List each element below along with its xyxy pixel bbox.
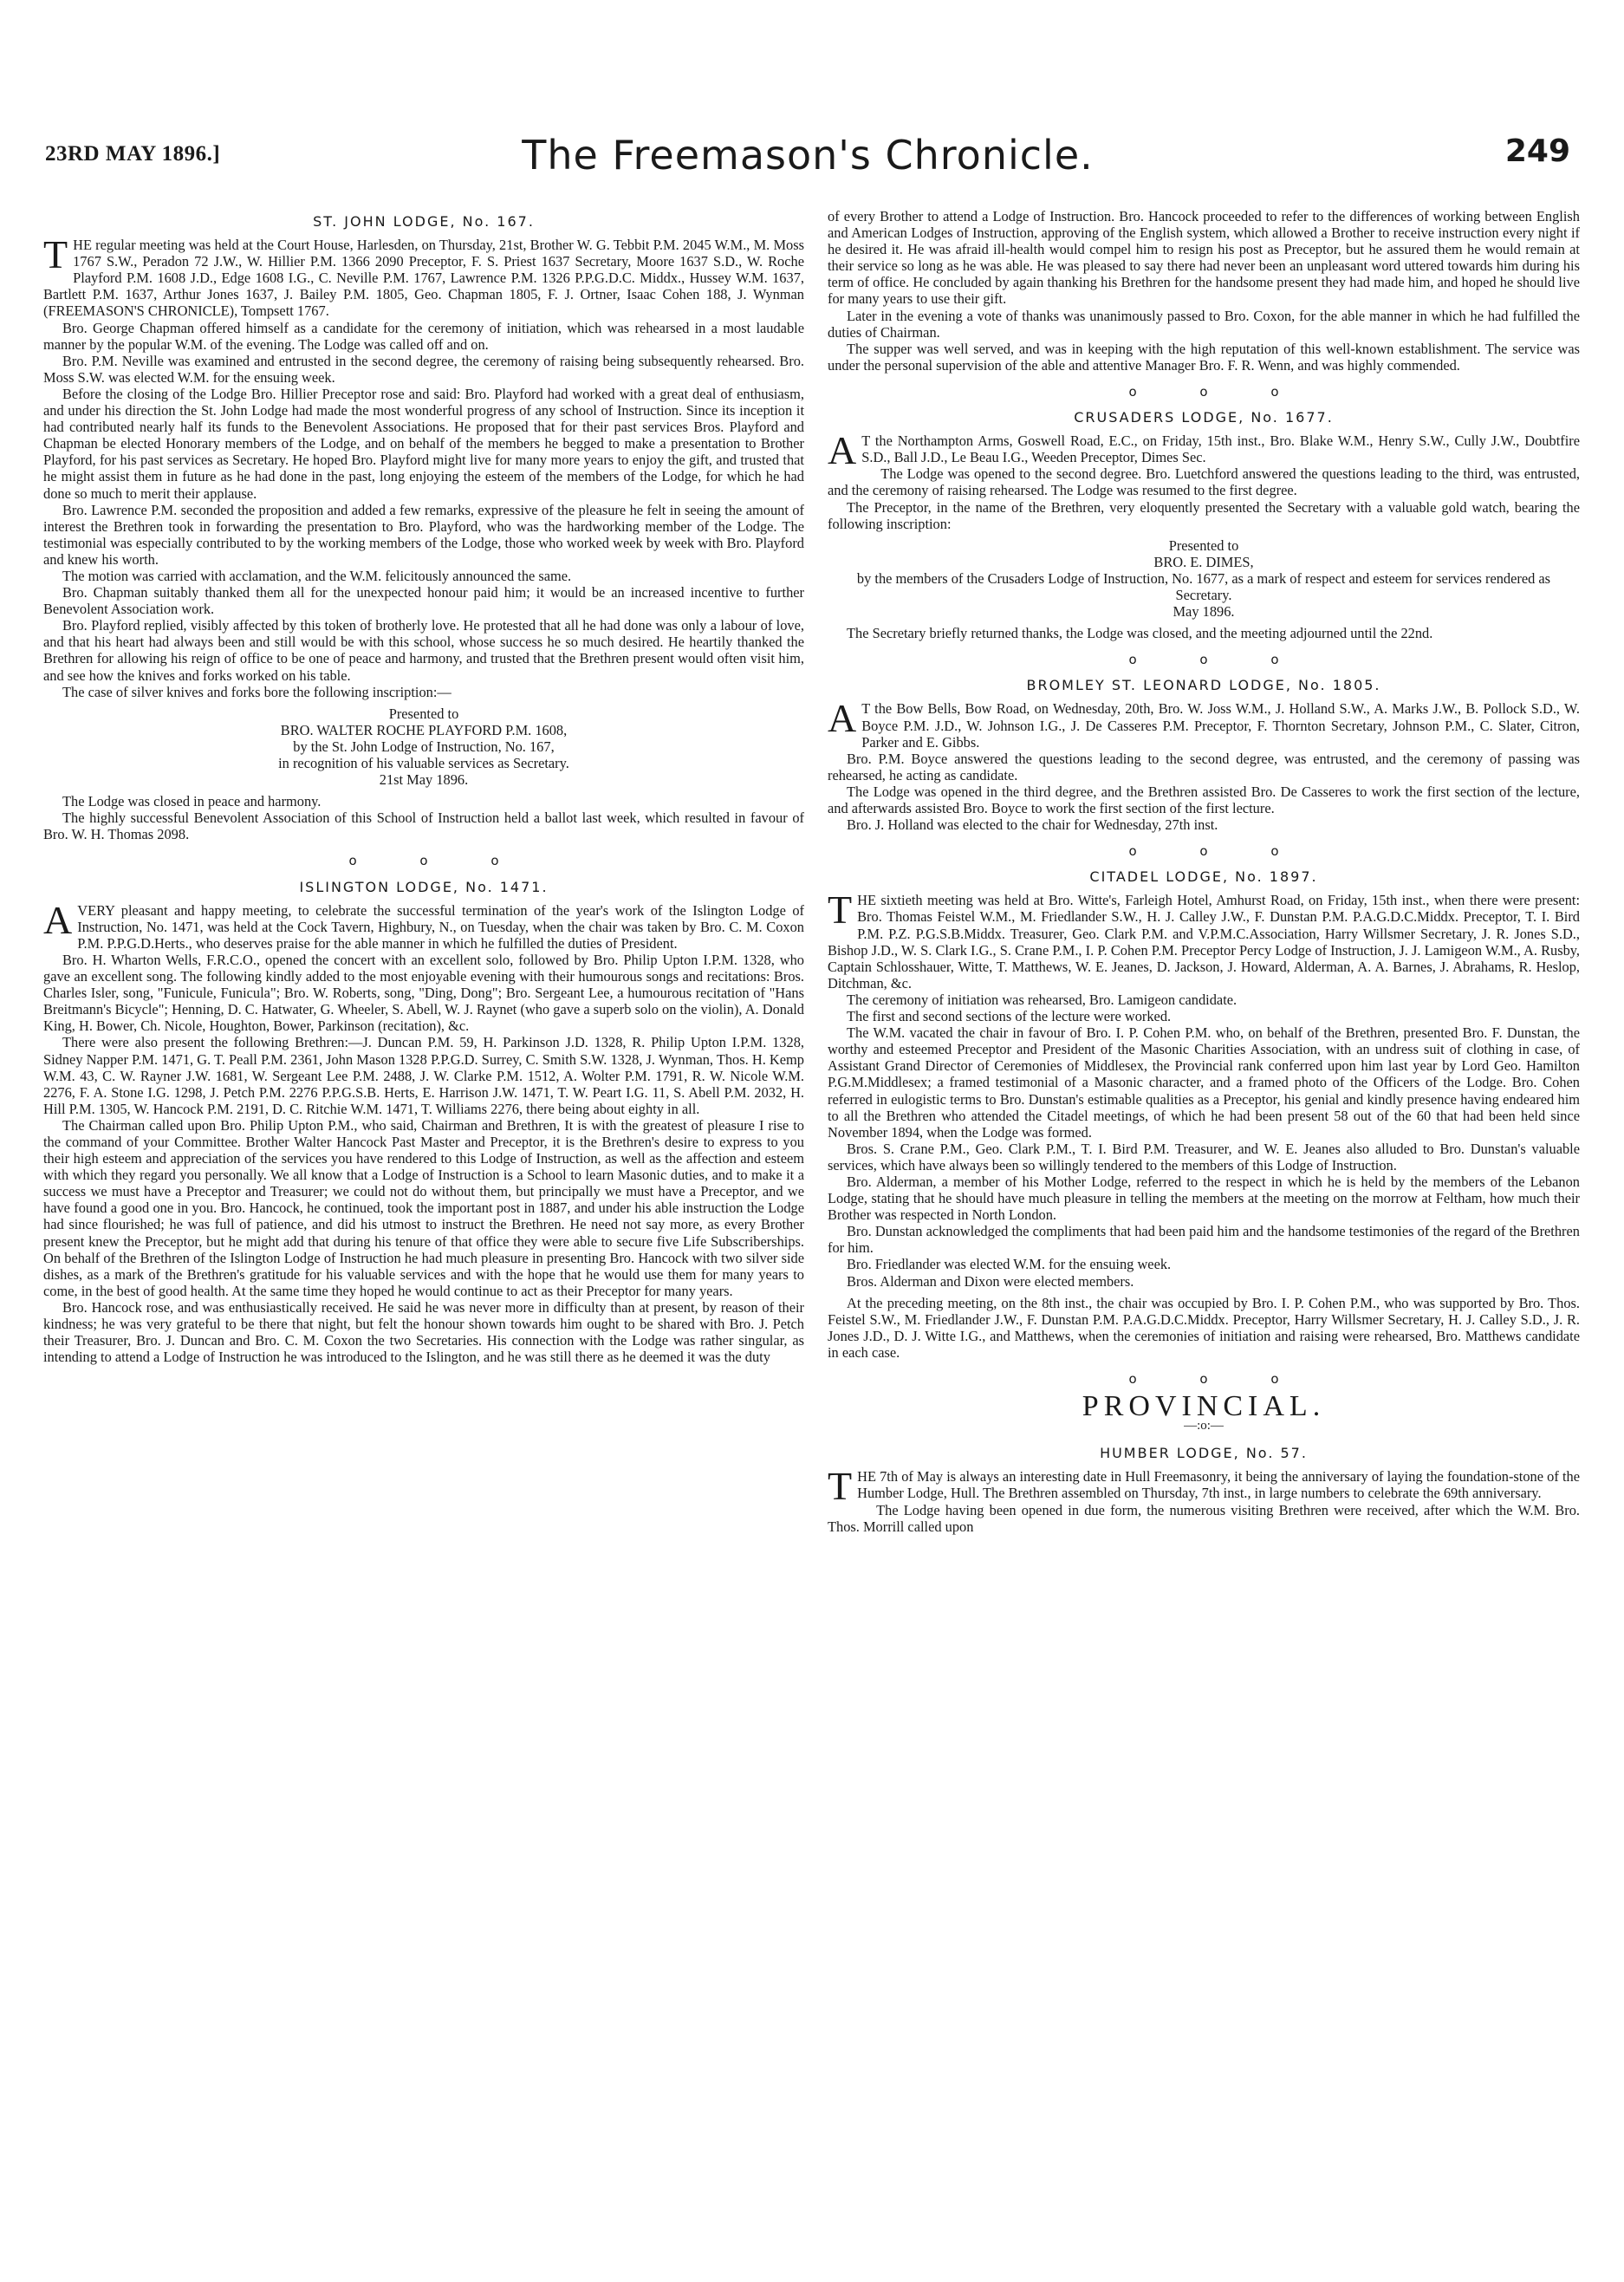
article-paragraph: The Lodge having been opened in due form, the numerous visiting Brethren were received, after which the W.M. Bro. Thos. Morrill called upon — [828, 1501, 1580, 1535]
inscription-line: by the members of the Crusaders Lodge of Instruction, No. 1677, as a mark of respect and esteem for services rendered as Secretary. — [856, 569, 1551, 603]
article-paragraph: AVERY pleasant and happy meeting, to celebrate the successful termination of the year's work of the Islington Lodge of Instruction, No. 1471, was held at the Cock Tavern, Highbury, N., on Tuesday, when the chair was taken by Bro. C. M. Coxon P.M. P.P.G.D.Herts., who deserves praise for the able manner in which he fulfilled the duties of President. — [43, 897, 804, 952]
drop-cap: A — [43, 897, 73, 942]
article-paragraph: Bro. Playford replied, visibly affected by this token of brotherly love. He protested that all he had done was only a labour of love, and that his heart had always been and still would be with this school, whose success he so much desired. He heartily thanked the Brethren for allowing his reign of office to be one of peace and harmony, and trusted that the Brethren present would often visit him, and see how the knives and forks worked on his table. — [43, 617, 804, 684]
article-paragraph: Bros. S. Crane P.M., Geo. Clark P.M., T. I. Bird P.M. Treasurer, and W. E. Jeanes also alluded to Bro. Dunstan's valuable services, which have always been so willingly tendered to the members of this Lodge of Instruction. — [828, 1140, 1580, 1174]
article-paragraph: The first and second sections of the lecture were worked. — [847, 1008, 1172, 1025]
article-paragraph: THE sixtieth meeting was held at Bro. Witte's, Farleigh Hotel, Amhurst Road, on Friday, 15th inst., when there were present: Bro. Thomas Feistel W.M., M. Friedlander S.W., H. J. Calley J.W., F. Dunstan P.M. P.A.G.D.C.Middx. Preceptor, T. I. Bird P.M. P.Z. P.G.S.B.Middx. Treasurer, Geo. Clark P.M. and V.P.M.C.Association, Harry Willsmer Secretary, J. R. Jones S.D., Bishop J.D., W. S. Clark I.G., S. Crane P.M., I. P. Cohen P.M. Preceptor Percy Lodge of Instruction, J. J. Lamigeon W.M., A. Rusby, Captain Schlosshauer, Witte, T. Matthews, W. E. Jeanes, D. Jackson, J. Howard, Alderman, A. A. Barnes, J. Abrahams, R. Heslop, Ditchman, &c. — [828, 887, 1580, 991]
masthead-title: The Freemason's Chronicle. — [522, 132, 1094, 179]
article-paragraph: A T the Northampton Arms, Goswell Road, E.C., on Friday, 15th inst., Bro. Blake W.M., Henry S.W., Cully J.W., Doubtfire S.D., Ball J.D., Le Beau I.G., Weeden Preceptor, Dimes Sec. — [828, 428, 1580, 473]
inscription-line: BRO. E. DIMES, — [1153, 553, 1254, 570]
article-paragraph: The Lodge was opened to the second degree. Bro. Luetchford answered the questions leading to the third, was entrusted, and the ceremony of raising rehearsed. The Lodge was resumed to the first degree. — [828, 465, 1580, 499]
article-paragraph: Bros. Alderman and Dixon were elected members. — [847, 1272, 1134, 1290]
issue-date: 23RD MAY 1896.] — [45, 142, 221, 166]
inscription-line: 21st May 1896. — [379, 771, 469, 789]
article-paragraph: The Lodge was closed in peace and harmony. — [62, 793, 322, 810]
article-paragraph: At the preceding meeting, on the 8th inst., the chair was occupied by Bro. I. P. Cohen P.M., who was supported by Bro. Thos. Feistel S.W., M. Friedlander J.W., F. Dunstan P.M. P.A.G.D.C.Middx. Preceptor, Harry Willsmer Secretary, H. J. Calley S.D., J. R. Jones J.D., D. J. Witte I.G., and Matthews, when the ceremonies of initiation and raising were rehearsed, Bro. Matthews candidate in each case. — [828, 1294, 1580, 1361]
section-separator: o o o — [1128, 383, 1309, 400]
article-paragraph: Bro. P.M. Neville was examined and entrusted in the second degree, the ceremony of raising being subsequently rehearsed. Bro. Moss S.W. was elected W.M. for the ensuing week. — [43, 352, 804, 386]
article-paragraph: Later in the evening a vote of thanks was unanimously passed to Bro. Coxon, for the able manner in which he had fulfilled the duties of Chairman. — [828, 307, 1580, 341]
section-separator: o o o — [1128, 1371, 1309, 1387]
article-paragraph: Bro. H. Wharton Wells, F.R.C.O., opened the concert with an excellent solo, followed by Bro. Philip Upton I.P.M. 1328, who gave an excellent song. The following kindly added to the most enjoyable evening with their humourous songs and recitations: Bros. Charles Isler, song, "Funicule, Funicula"; Bro. W. Roberts, song, "Ding, Dong"; Bro. Sergeant Lee, a humourous recitation of "Hans Breitmann's Bicycle"; Henning, D. C. Hatwater, G. Wheeler, S. Abell, W. J. Raynet (who gave a superb solo on the violin), A. Donald King, H. Bower, Ch. Nicole, Houghton, Bower, Parkinson (recitation), &c. — [43, 951, 804, 1035]
drop-cap: T — [828, 887, 853, 933]
article-crusaders-lodge — [828, 409, 1580, 641]
drop-cap: A — [828, 696, 857, 741]
article-islington-continued — [828, 208, 1580, 374]
article-heading: ST. JOHN LODGE, No. 167. — [313, 213, 535, 230]
article-paragraph: The W.M. vacated the chair in favour of Bro. I. P. Cohen P.M. who, on behalf of the Brethren, presented Bro. F. Dunstan, the worthy and esteemed Preceptor and President of the Masonic Charities Association, with an undress suit of clothing in case, of Assistant Grand Director of Ceremonies of Middlesex, the Provincial rank conferred upon him last year by Lord Geo. Hamilton P.G.M.Middlesex; a framed testimonial of a Masonic character, and a framed photo of the Officers of the Lodge. Bro. Cohen referred in eulogistic terms to Bro. Dunstan's estimable qualities as a Preceptor, his genial and kindly presence having endeared him to all the Brethren who attended the Citadel meetings, of which he had been present 58 out of the 60 that had been held since November 1894, when the Lodge was formed. — [828, 1024, 1580, 1141]
article-paragraph: Bro. Hancock rose, and was enthusiastically received. He said he was never more in difficulty than at present, by reason of their kindness; he was very grateful to be there that night, but felt the honour shown towards him ought to be shared with Bro. J. Petch their Treasurer, Bro. J. Duncan and Bro. C. M. Coxon the two Secretaries. His connection with the Lodge was rather singular, as intending to attend a Lodge of Instruction he was introduced to the Islington, and he was still there as he deemed it was the duty — [43, 1298, 804, 1366]
article-paragraph: Bro. Alderman, a member of his Mother Lodge, referred to the respect in which he is held by the members of the Lebanon Lodge, stating that he should have much pleasure in telling the members at the meeting on the morrow at Feltham, how much their Brother was respected in North London. — [828, 1173, 1580, 1224]
article-citadel-lodge — [828, 868, 1580, 1361]
article-paragraph: Bro. George Chapman offered himself as a candidate for the ceremony of initiation, which was rehearsed in a most laudable manner by the popular W.M. of the evening. The Lodge was called off and on. — [43, 319, 804, 353]
drop-cap: T — [43, 232, 68, 277]
article-heading: BROMLEY ST. LEONARD LODGE, No. 1805. — [1026, 677, 1381, 694]
inscription-line: BRO. WALTER ROCHE PLAYFORD P.M. 1608, — [280, 721, 568, 738]
article-paragraph: The motion was carried with acclamation, and the W.M. felicitously announced the same. — [62, 567, 572, 584]
article-paragraph: Before the closing of the Lodge Bro. Hillier Preceptor rose and said: Bro. Playford had worked with a great deal of enthusiasm, and under his direction the St. John Lodge had made the most wonderful progress of any school of Instruction. Since its inception it had contributed nearly half its funds to the Benevolent Associations. He proposed that for their past services Bros. Playford and Chapman be elected Honorary members of the Lodge, and on behalf of the members he begged to make a presentation to Brother Playford, for his past services as Secretary. He hoped Bro. Playford might live for many more years to enjoy the gift, and trusted that he might assist them in future as he had done in the past, long enjoying the esteem of the members of the Lodge, for which he had done so much to merit their applause. — [43, 385, 804, 502]
article-paragraph: The highly successful Benevolent Association of this School of Instruction held a ballot last week, which resulted in favour of Bro. W. H. Thomas 2098. — [43, 809, 804, 843]
section-separator: o o o — [348, 853, 529, 869]
article-paragraph: Bro. Dunstan acknowledged the compliments that had been paid him and the handsome testimonies of the regard of the Brethren for him. — [828, 1223, 1580, 1257]
page-header — [45, 130, 1570, 185]
article-paragraph: The Preceptor, in the name of the Brethren, very eloquently presented the Secretary with a valuable gold watch, bearing the following inscription: — [828, 498, 1580, 532]
article-paragraph: The ceremony of initiation was rehearsed, Bro. Lamigeon candidate. — [847, 991, 1237, 1008]
section-title-provincial: PROVINCIAL. — [1082, 1390, 1326, 1423]
article-heading: CITADEL LODGE, No. 1897. — [1089, 868, 1318, 886]
article-bromley-st-leonard-lodge — [828, 677, 1580, 833]
article-paragraph: Bro. Lawrence P.M. seconded the proposition and added a few remarks, expressive of the pleasure he felt in seeing the amount of interest the Brethren took in forwarding the presentation to Bro. Playford, who was the hardworking member of the Lodge. The testimonial was especially contributed to by the working members of the Lodge, those who worked week by week with Bro. Playford and knew his worth. — [43, 501, 804, 568]
article-humber-lodge — [828, 1445, 1580, 1534]
article-paragraph: of every Brother to attend a Lodge of Instruction. Bro. Hancock proceeded to refer to the differences of working between English and American Lodges of Instruction, approving of the English system, which allowed a Brother to receive instruction every night if he desired it. He was afraid ill-health would compel him to resign his post as Preceptor, but he assured them he would remain at their service so long as he was able. He was pleased to say there had never been an unpleasant word uttered towards him during his term of office. He concluded by again thanking his Brethren for the handsome present they had made him, and hoped he should live for many years to use their gift. — [828, 208, 1580, 308]
article-paragraph: The Secretary briefly returned thanks, the Lodge was closed, and the meeting adjourned until the 22nd. — [847, 625, 1433, 642]
article-paragraph: Bro. Friedlander was elected W.M. for the ensuing week. — [847, 1256, 1172, 1273]
article-paragraph: The case of silver knives and forks bore the following inscription:— — [62, 683, 451, 700]
article-paragraph: Bro. Chapman suitably thanked them all for the unexpected honour paid him; it would be an increased incentive to further Benevolent Association work. — [43, 584, 804, 618]
article-st-john-lodge — [43, 213, 804, 842]
article-paragraph: The Lodge was opened in the third degree, and the Brethren assisted Bro. De Casseres to work the first section of the lecture, and afterwards assisted Bro. Boyce to work the first section of the first lecture. — [828, 783, 1580, 816]
drop-cap: A — [828, 428, 857, 473]
article-paragraph: Bro. P.M. Boyce answered the questions leading to the second degree, was entrusted, and the ceremony of passing was rehearsed, he acting as candidate. — [828, 750, 1580, 783]
article-heading: CRUSADERS LODGE, No. 1677. — [1074, 409, 1334, 426]
article-paragraph: Bro. J. Holland was elected to the chair for Wednesday, 27th inst. — [847, 816, 1218, 834]
inscription-line: in recognition of his valuable services as Secretary. — [278, 755, 569, 771]
drop-cap: T — [828, 1464, 853, 1509]
article-paragraph: There were also present the following Brethren:—J. Duncan P.M. 59, H. Parkinson J.D. 1328, R. Philip Upton I.P.M. 1328, Sidney Napper P.M. 1471, G. T. Peall P.M. 2361, John Mason 1328 P.P.G.D. Surrey, C. Smith S.W. 1328, J. Wynman, Thos. H. Kemp W.M. 43, C. W. Rayner J.W. 1681, W. Sergeant Lee P.M. 2488, J. W. Clarke P.M. 1512, A. Wolter P.M. 1791, R. W. Nicole W.M. 2276, F. A. Stone I.G. 1298, J. Petch P.M. 2276 P.P.G.S.B. Herts, E. Harrison J.W. 1471, T. W. Peart I.G. 11, S. Abell P.M. 2032, H. Hill P.M. 1305, W. Hancock P.M. 2191, D. C. Ritchie W.M. 1471, T. Williams 2276, there being about eighty in all. — [43, 1034, 804, 1117]
article-paragraph: THE 7th of May is always an interesting date in Hull Freemasonry, it being the anniversary of laying the foundation-stone of the Humber Lodge, Hull. The Brethren assembled on Thursday, 7th inst., in large numbers to celebrate the 69th anniversary. — [828, 1464, 1580, 1509]
article-paragraph: The supper was well served, and was in keeping with the high reputation of this well-known establishment. The service was under the personal supervision of the able and attentive Manager Bro. F. R. Wenn, and was highly commended. — [828, 340, 1580, 374]
article-paragraph: THE regular meeting was held at the Court House, Harlesden, on Thursday, 21st, Brother W. G. Tebbit P.M. 2045 W.M., M. Moss 1767 S.W., Peradon 72 J.W., W. Hillier P.M. 1366 2090 Preceptor, F. S. Priest 1637 Secretary, Moore 1637 S.D., W. Roche Playford P.M. 1608 J.D., Edge 1608 I.G., C. Neville P.M. 1767, Lawrence P.M. 1326 P.P.G.D.C. Middx., Hussey W.M. 1637, Bartlett P.M. 1637, Arthur Jones 1637, J. Bailey P.M. 1805, Geo. Chapman 1805, F. J. Ortner, Isaac Cohen 188, J. Wynman (FREEMASON'S CHRONICLE), Tompsett 1767. — [43, 232, 804, 320]
inscription-line: by the St. John Lodge of Instruction, No. 167, — [293, 738, 555, 755]
right-column — [828, 208, 1580, 1535]
article-heading: ISLINGTON LODGE, No. 1471. — [299, 878, 549, 895]
article-paragraph: A T the Bow Bells, Bow Road, on Wednesday, 20th, Bro. W. Joss W.M., J. Holland S.W., A. Marks J.W., B. Pollock S.D., W. Boyce P.M. J.D., W. Johnson I.G., J. De Casseres P.M. Preceptor, F. Thornton Secretary, Johnson P.M., C. Slater, Citron, Parker and E. Gibbs. — [828, 696, 1580, 751]
left-column — [43, 208, 804, 1365]
section-ornament: —:o:— — [1184, 1419, 1224, 1434]
article-islington-lodge — [43, 879, 804, 1366]
section-separator: o o o — [1128, 652, 1309, 668]
page-number: 249 — [1504, 133, 1570, 169]
inscription-line: May 1896. — [1173, 603, 1235, 621]
article-paragraph: The Chairman called upon Bro. Philip Upton P.M., who said, Chairman and Brethren, It is with the greatest of pleasure I rise to the command of your Committee. Brother Walter Hancock Past Master and Preceptor, it is the Brethren's desire to express to you their high esteem and appreciation of the services you have rendered to this Lodge of Instruction, as well as the affection and esteem with which they regard you personally. We all know that a Lodge of Instruction is a School to learn Masonic duties, and to make it a success we must have a Preceptor and Treasurer; we could not do without them, but principally we must have a Preceptor, and we have found a good one in you. Bro. Hancock, he continued, took the important post in 1887, and under his able instruction the Lodge had since flourished; he was full of patience, and did his utmost to instruct the Brethren. He need not say more, as every Brother present knew the Preceptor, but he might add that during his tenure of that office they were able to secure five Life Subscriberships. On behalf of the Brethren of the Islington Lodge of Instruction he had much pleasure in presenting Bro. Hancock with two silver side dishes, as a mark of the Brethren's gratitude for his valuable services and with the hope that he would use them for many years to come, in the best of good health. At the same time they hoped he would continue to act as their Preceptor for many years. — [43, 1116, 804, 1299]
inscription-line: Presented to — [1168, 536, 1239, 554]
article-heading: HUMBER LODGE, No. 57. — [1100, 1445, 1308, 1462]
section-separator: o o o — [1128, 843, 1309, 860]
inscription-line: Presented to — [388, 705, 459, 722]
